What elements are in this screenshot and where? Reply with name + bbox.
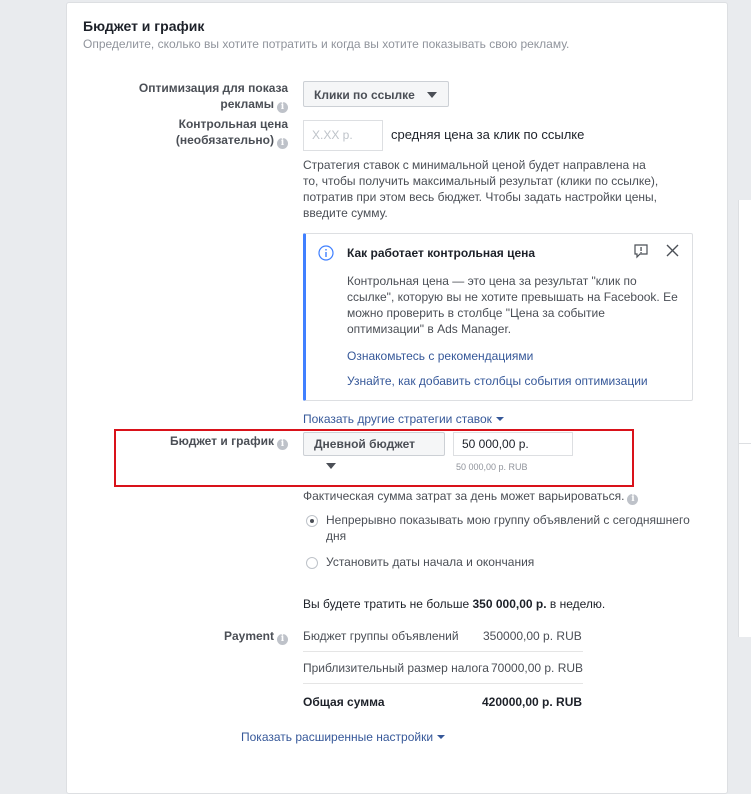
info-card-title: Как работает контрольная цена — [347, 246, 536, 260]
payment-row-value: 70000,00 р. RUB — [491, 661, 584, 675]
caret-down-icon — [437, 735, 445, 739]
payment-row-name: Бюджет группы объявлений — [303, 629, 459, 643]
option-continuous-label[interactable]: Непрерывно показывать мою группу объявлений с сегодняшнего дня — [326, 513, 690, 543]
budget-amount-input[interactable]: 50 000,00 р. — [453, 432, 573, 456]
caret-down-icon — [496, 417, 504, 421]
feedback-icon[interactable] — [633, 243, 649, 262]
radio-continuous[interactable] — [306, 515, 318, 527]
optimization-label: Оптимизация для показа рекламы i — [138, 81, 288, 112]
section-title: Бюджет и график — [83, 18, 205, 34]
info-circle-icon — [318, 245, 334, 264]
info-card-body: Контрольная цена — это цена за результат "клик по ссылке", которую вы не хотите превышать на Facebook. Ее можно проверить в столбце "Цена за событие оптимизации" в Ads Manager. — [347, 274, 678, 336]
info-icon[interactable]: i — [277, 102, 288, 113]
radio-set-dates[interactable] — [306, 557, 318, 569]
bid-control-label: Контрольная цена (необязательно) i — [175, 117, 288, 148]
weekly-spend-text: Вы будете тратить не больше 350 000,00 р. в неделю. — [303, 597, 606, 611]
budget-label: Бюджет и график i — [120, 433, 288, 450]
payment-divider — [303, 683, 583, 684]
adjacent-panel-edge — [738, 200, 751, 637]
info-icon[interactable]: i — [277, 138, 288, 149]
recommendations-link[interactable]: Ознакомьтесь с рекомендациями — [347, 349, 534, 363]
show-advanced-settings-link[interactable]: Показать расширенные настройки — [241, 730, 445, 744]
optimization-dropdown[interactable]: Клики по ссылке — [303, 81, 449, 107]
payment-total-name: Общая сумма — [303, 695, 385, 709]
caret-down-icon — [427, 92, 437, 98]
section-subtitle: Определите, сколько вы хотите потратить и когда вы хотите показывать свою рекламу. — [83, 37, 570, 51]
bid-strategy-description: Стратегия ставок с минимальной ценой будет направлена на то, чтобы получить максимальный результат (клики по ссылке), потратив при этом весь бюджет. Чтобы задать настройки цены, введите сумму. — [303, 158, 659, 220]
show-other-strategies-link[interactable]: Показать другие стратегии ставок — [303, 412, 504, 426]
payment-divider — [303, 651, 583, 652]
caret-down-icon — [326, 463, 336, 469]
bid-control-suffix: средняя цена за клик по ссылке — [391, 127, 585, 142]
info-icon[interactable]: i — [627, 494, 638, 505]
payment-row-value: 350000,00 р. RUB — [483, 629, 582, 643]
budget-amount-hint: 50 000,00 р. RUB — [456, 462, 528, 472]
payment-total-value: 420000,00 р. RUB — [482, 695, 583, 709]
add-columns-link[interactable]: Узнайте, как добавить столбцы события оптимизации — [347, 374, 648, 388]
budget-type-dropdown[interactable]: Дневной бюджет — [303, 432, 445, 456]
payment-row-name: Приблизительный размер налога — [303, 661, 489, 675]
bid-control-input[interactable]: X.XX р. — [303, 120, 383, 151]
budget-note: Фактическая сумма затрат за день может варьироваться. i — [303, 488, 638, 505]
close-icon[interactable] — [666, 244, 679, 260]
payment-label: Payment i — [120, 628, 288, 645]
option-set-dates-label[interactable]: Установить даты начала и окончания — [326, 555, 535, 569]
info-icon[interactable]: i — [277, 439, 288, 450]
info-icon[interactable]: i — [277, 634, 288, 645]
